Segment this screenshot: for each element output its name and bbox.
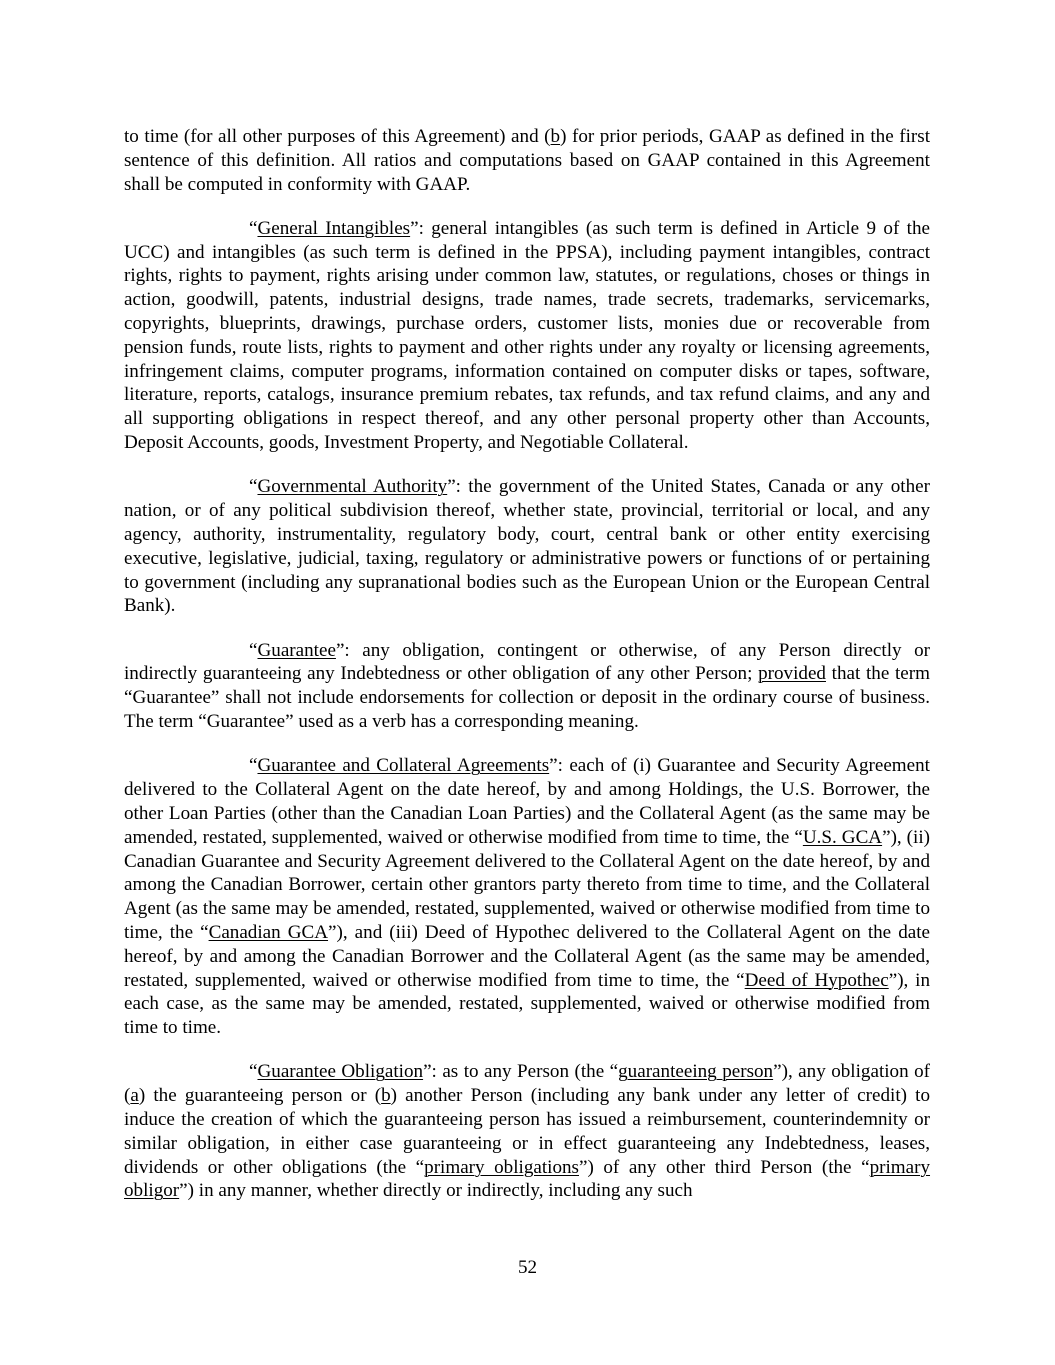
paragraph-gaap-continuation — [124, 125, 930, 196]
text-segment: ”: any obligation, contingent or otherwise, of any Person directly or indirectly guaranteeing any Indebtedness or other obligation of any other Person; — [124, 639, 930, 685]
text-segment: “ — [249, 217, 258, 239]
definition-general-intangibles — [124, 217, 930, 455]
text-segment: ”) in any manner, whether directly or indirectly, including any such — [179, 1180, 693, 1202]
text-segment: “ — [249, 755, 258, 777]
defined-term: Deed of Hypothec — [744, 969, 889, 991]
text-segment: ”: each of (i) Guarantee and Security Agreement delivered to the Collateral Agent on the date hereof, by and among Holdings, the U.S. Borrower, the other Loan Parties (other than the Canadian Loan Parties) and the Collateral Agent (as the same may be amended, restated, supplemented, waived or otherwise modified from time to time, the “ — [124, 755, 930, 848]
defined-term: Guarantee and Collateral Agreements — [257, 755, 550, 777]
document-body — [124, 125, 930, 1224]
text-segment: ”), in each case, as the same may be amended, restated, supplemented, waived or otherwise modified from time to time. — [124, 969, 930, 1039]
defined-term: guaranteeing person — [618, 1061, 774, 1083]
defined-term: General Intangibles — [257, 217, 411, 239]
defined-term: Guarantee Obligation — [257, 1061, 424, 1083]
defined-term: provided — [758, 663, 826, 685]
text-segment: ”) of any other third Person (the “ — [579, 1156, 870, 1178]
defined-term: a — [130, 1085, 139, 1107]
defined-term: Canadian GCA — [208, 921, 329, 943]
defined-term: U.S. GCA — [802, 826, 883, 848]
definition-guarantee-and-collateral-agreements — [124, 754, 930, 1040]
text-segment: ”: as to any Person (the “ — [423, 1061, 619, 1083]
text-segment: ”: general intangibles (as such term is defined in Article 9 of the UCC) and intangibles (as such term is defined in the PPSA), including payment intangibles, contract rights, rights to payment, rights arising under common law, statutes, or regulations, choses or things in action, goodwill, patents, industrial designs, trade names, trade secrets, trademarks, servicemarks, copyrights, blueprints, drawings, purchase orders, customer lists, monies due or recoverable from pension funds, route lists, rights to payment and other rights under any royalty or licensing agreements, infringement claims, computer programs, information contained on computer disks or tapes, software, literature, reports, catalogs, insurance premium rebates, tax refunds, and tax refund claims, and any and all supporting obligations in respect thereof, and any other personal property other than Accounts, Deposit Accounts, goods, Investment Property, and Negotiable Collateral. — [124, 217, 930, 454]
definition-guarantee-obligation — [124, 1060, 930, 1203]
definition-governmental-authority — [124, 475, 930, 618]
text-segment: that the term “Guarantee” shall not include endorsements for collection or deposit in the ordinary course of business. The term “Guarantee” used as a verb has a corresponding meaning. — [124, 663, 930, 733]
text-segment: ”), and (iii) Deed of Hypothec delivered to the Collateral Agent on the date hereof, by and among the Canadian Borrower and the Collateral Agent (as the same may be amended, restated, supplemented, waived or otherwise modified from time to time, the “ — [124, 921, 930, 991]
defined-term: Guarantee — [257, 639, 336, 661]
defined-term: primary obligor — [124, 1156, 931, 1202]
text-segment: ) another Person (including any bank under any letter of credit) to induce the creation of which the guaranteeing person has issued a reimbursement, counterindemnity or similar obligation, in either case guaranteeing or in effect guaranteeing any Indebtedness, leases, dividends or other obligations (the “ — [124, 1085, 930, 1178]
defined-term: b — [550, 126, 561, 147]
text-segment: “ — [249, 639, 258, 661]
text-segment: ”: the government of the United States, Canada or any other nation, or of any political subdivision thereof, whether state, provincial, territorial or local, and any agency, authority, instrumentality, regulatory body, court, central bank or other entity exercising executive, legislative, judicial, taxing, regulatory or administrative powers or functions of or pertaining to government (including any supranational bodies such as the European Union or the European Central Bank). — [124, 476, 930, 617]
text-segment: “ — [249, 1061, 258, 1083]
page-number: 52 — [517, 1257, 538, 1278]
text-segment: ”), (ii) Canadian Guarantee and Security Agreement delivered to the Collateral Agent on the date hereof, by and among the Canadian Borrower, certain other grantors party thereto from time to time, and the Collateral Agent (as the same may be amended, restated, supplemented, waived or otherwise modified from time to time, the “ — [124, 826, 930, 943]
defined-term: Governmental Authority — [257, 476, 448, 498]
text-segment: to time (for all other purposes of this Agreement) and ( — [124, 126, 551, 147]
defined-term: b — [381, 1085, 391, 1107]
text-segment: ) the guaranteeing person or ( — [138, 1085, 382, 1107]
defined-term: primary obligations — [424, 1156, 579, 1178]
definition-guarantee — [124, 639, 930, 734]
text-segment: “ — [249, 476, 258, 498]
text-segment: ) for prior periods, GAAP as defined in the first sentence of this definition. All ratios and computations based on GAAP contained in this Agreement shall be computed in conformity with GAAP. — [124, 126, 930, 195]
text-segment: ”), any obligation of ( — [124, 1061, 931, 1107]
